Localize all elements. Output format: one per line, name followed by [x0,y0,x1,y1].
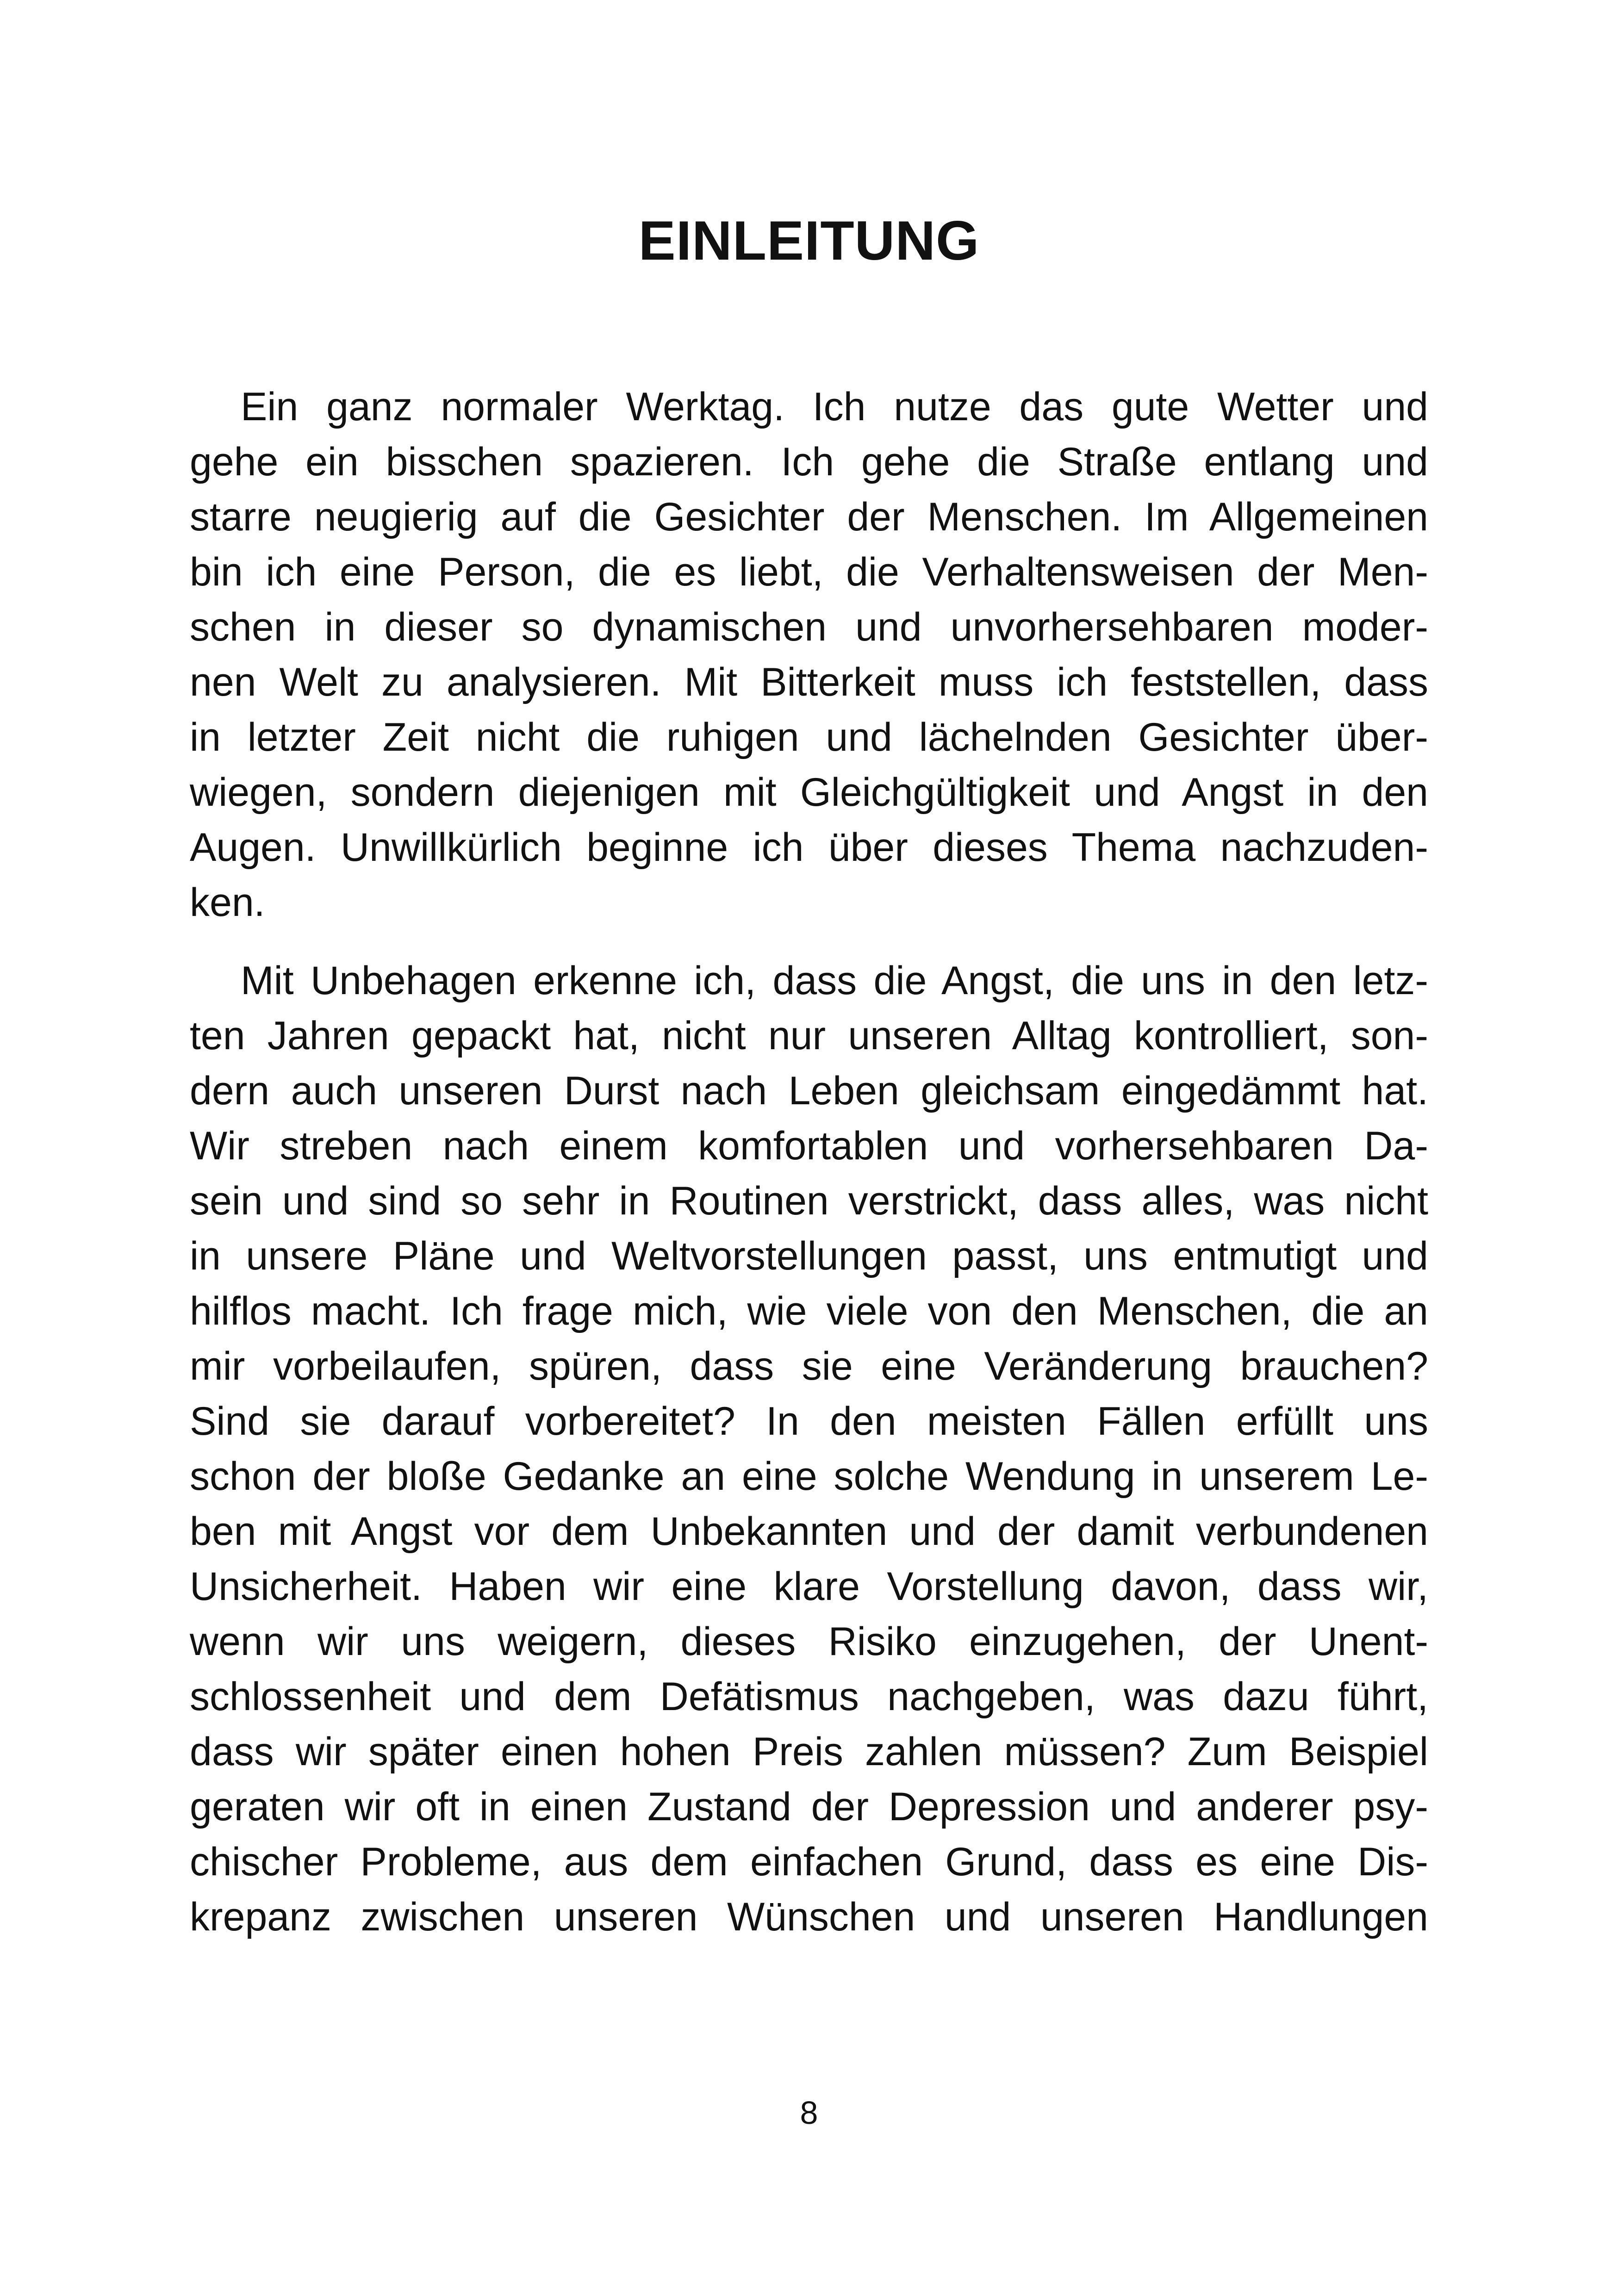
text-line: Unsicherheit. Haben wir eine klare Vorstellung davon, dass wir, [190,1564,1428,1609]
text-line: hilflos macht. Ich frage mich, wie viele von den Menschen, die an [190,1289,1428,1333]
chapter-title: EINLEITUNG [638,210,980,272]
text-line: Wir streben nach einem komfortablen und vorhersehbaren Da- [190,1124,1428,1168]
text-line: sein und sind so sehr in Routinen verstrickt, dass alles, was nicht [190,1179,1428,1223]
text-line: ben mit Angst vor dem Unbekannten und der damit verbundenen [190,1509,1428,1554]
text-line: mir vorbeilaufen, spüren, dass sie eine Veränderung brauchen? [190,1344,1428,1388]
paragraph-1 [190,380,1428,930]
body-text [190,380,1428,1945]
text-line: Mit Unbehagen erkenne ich, dass die Angst, die uns in den letz- [241,958,1428,1003]
text-line: gehe ein bisschen spazieren. Ich gehe die Straße entlang und [190,440,1428,484]
text-line: bin ich eine Person, die es liebt, die Verhaltensweisen der Men- [190,550,1428,594]
text-line: krepanz zwischen unseren Wünschen und unseren Handlungen [190,1895,1428,1939]
paragraph-2 [190,953,1428,1945]
text-line: starre neugierig auf die Gesichter der Menschen. Im Allgemeinen [190,495,1428,539]
paragraph-spacer [190,930,1428,953]
text-line: schon der bloße Gedanke an eine solche Wendung in unserem Le- [190,1454,1428,1499]
text-line: geraten wir oft in einen Zustand der Depression und anderer psy- [190,1785,1428,1829]
text-line: Augen. Unwillkürlich beginne ich über dieses Thema nachzuden- [190,825,1428,870]
text-line: ten Jahren gepackt hat, nicht nur unseren Alltag kontrolliert, son- [190,1014,1428,1058]
text-line: in unsere Pläne und Weltvorstellungen passt, uns entmutigt und [190,1234,1428,1278]
text-line: chischer Probleme, aus dem einfachen Grund, dass es eine Dis- [190,1840,1428,1884]
text-line: Ein ganz normaler Werktag. Ich nutze das gute Wetter und [241,385,1428,429]
text-line: Sind sie darauf vorbereitet? In den meisten Fällen erfüllt uns [190,1399,1428,1444]
page-number: 8 [800,2095,818,2131]
text-line: ken. [190,880,265,925]
text-line: schlossenheit und dem Defätismus nachgeben, was dazu führt, [190,1674,1428,1719]
text-line: dass wir später einen hohen Preis zahlen müssen? Zum Beispiel [190,1730,1428,1774]
text-line: dern auch unseren Durst nach Leben gleichsam eingedämmt hat. [190,1069,1428,1113]
text-line: wiegen, sondern diejenigen mit Gleichgültigkeit und Angst in den [190,770,1428,815]
text-line: nen Welt zu analysieren. Mit Bitterkeit muss ich feststellen, dass [190,660,1428,704]
text-line: in letzter Zeit nicht die ruhigen und lächelnden Gesichter über- [190,715,1428,759]
text-line: schen in dieser so dynamischen und unvorhersehbaren moder- [190,605,1428,649]
text-line: wenn wir uns weigern, dieses Risiko einzugehen, der Unent- [190,1619,1428,1664]
